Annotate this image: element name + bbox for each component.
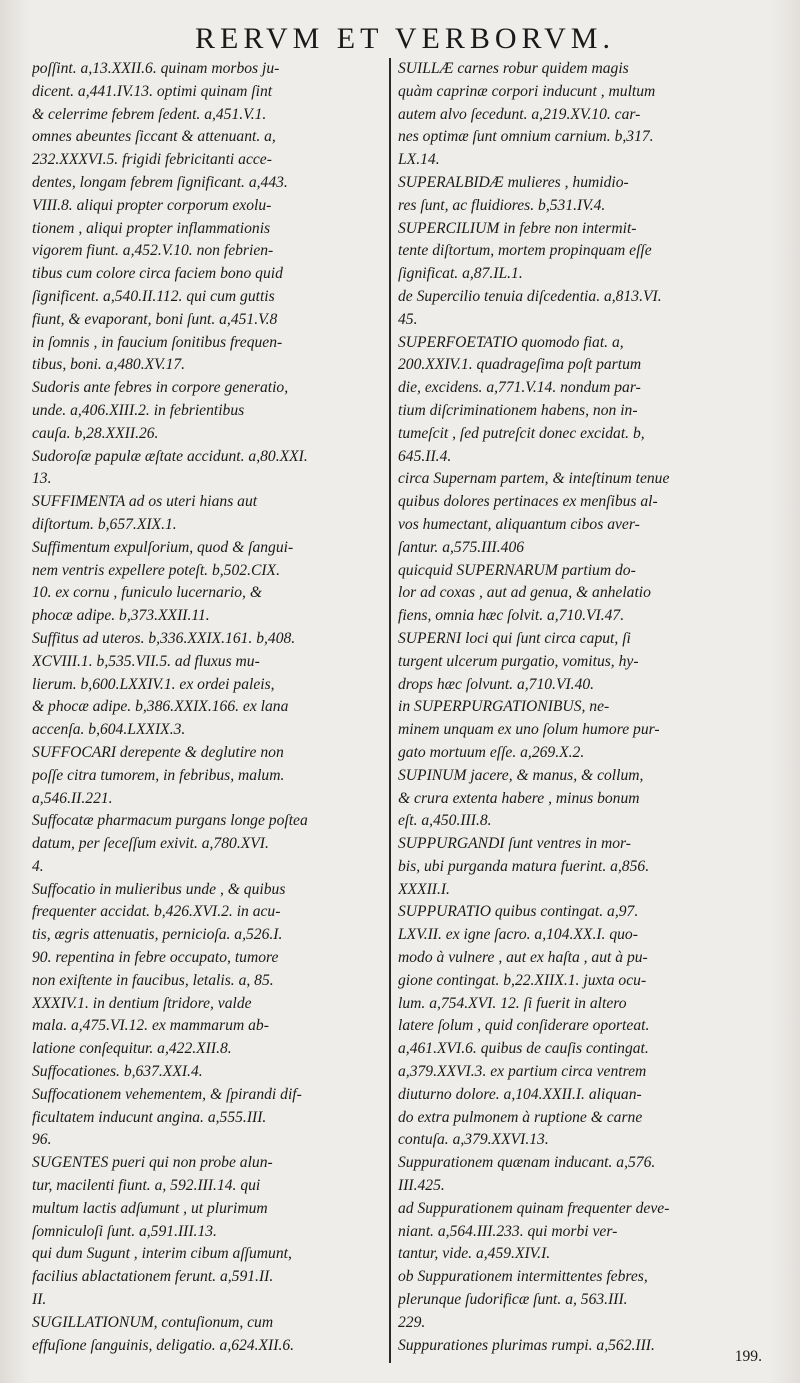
right-column — [398, 58, 770, 1357]
index-line: modo à vulnere , aut ex haſta , aut à pu- — [398, 949, 648, 967]
index-line: plerunque ſudorificæ ſunt. a, 563.III. — [398, 1291, 628, 1309]
index-line: lum. a,754.XVI. 12. ſi fuerit in altero — [398, 994, 627, 1012]
index-line: gato mortuum eſſe. a,269.X.2. — [398, 743, 585, 761]
index-line: drops hæc ſolvunt. a,710.VI.40. — [398, 675, 595, 693]
index-line: LX.14. — [398, 151, 440, 169]
index-line: poſſe citra tumorem, in febribus, malum. — [32, 766, 285, 784]
index-line: SUPERNI loci qui ſunt circa caput, ſi — [398, 629, 631, 647]
index-line: fiens, omnia hæc ſolvit. a,710.VI.47. — [398, 607, 625, 625]
index-line: dicent. a,441.IV.13. optimi quinam ſint — [32, 82, 273, 100]
index-line: res ſunt, ac fluidiores. b,531.IV.4. — [398, 196, 606, 214]
index-line: XXXIV.1. in dentium ſtridore, valde — [32, 994, 252, 1012]
index-line: SUFFOCARI derepente & deglutire non — [32, 743, 284, 761]
index-line: contuſa. a,379.XXVI.13. — [398, 1131, 549, 1149]
index-line: tur, macilenti fiunt. a, 592.III.14. qui — [32, 1177, 261, 1195]
index-line: ſignificat. a,87.IL.1. — [398, 265, 523, 283]
index-line: Suffocatio in mulieribus unde , & quibus — [32, 880, 286, 898]
index-line: XXXII.I. — [398, 880, 450, 898]
index-line: II. — [32, 1291, 47, 1309]
index-line: XCVIII.1. b,535.VII.5. ad fluxus mu- — [32, 652, 260, 670]
index-line: tionem , aliqui propter inflammationis — [32, 219, 271, 237]
index-line: diſtortum. b,657.XIX.1. — [32, 515, 177, 533]
index-line: ſignificent. a,540.II.112. qui cum guttis — [32, 287, 275, 305]
index-line: effuſione ſanguinis, deligatio. a,624.XII.6. — [32, 1336, 295, 1354]
index-line: 4. — [32, 857, 44, 875]
index-line: diuturno dolore. a,104.XXII.I. aliquan- — [398, 1085, 642, 1103]
index-line: frequenter accidat. b,426.XVI.2. in acu- — [32, 903, 281, 921]
index-line: phocæ adipe. b,373.XXII.11. — [32, 607, 210, 625]
index-line: ad Suppurationem quinam frequenter deve- — [398, 1199, 670, 1217]
index-line: 229. — [398, 1313, 426, 1331]
index-line: turgent ulcerum purgatio, vomitus, hy- — [398, 652, 639, 670]
index-line: tente diſtortum, mortem propinquam eſſe — [398, 242, 652, 260]
index-line: gione contingat. b,22.XIIX.1. juxta ocu- — [398, 971, 647, 989]
index-line: tumeſcit , ſed putreſcit donec excidat. b, — [398, 424, 645, 442]
index-line: Suffocatæ pharmacum purgans longe poſtea — [32, 812, 308, 830]
index-line: tantur, vide. a,459.XIV.I. — [398, 1245, 551, 1263]
index-line: fiunt, & evaporant, boni ſunt. a,451.V.8 — [32, 310, 278, 328]
index-line: 45. — [398, 310, 418, 328]
left-column — [32, 58, 392, 1357]
index-line: SUGENTES pueri qui non probe alun- — [32, 1154, 273, 1172]
index-line: Suppurationem quænam inducant. a,576. — [398, 1154, 656, 1172]
index-line: non exiſtente in faucibus, letalis. a, 85. — [32, 971, 274, 989]
index-line: SUGILLATIONUM, contuſionum, cum — [32, 1313, 274, 1331]
index-line: SUPERCILIUM in febre non intermit- — [398, 219, 637, 237]
index-line: 232.XXXVI.5. frigidi febricitanti acce- — [32, 151, 272, 169]
index-line: accenſa. b,604.LXXIX.3. — [32, 721, 186, 739]
index-line: cauſa. b,28.XXII.26. — [32, 424, 159, 442]
index-line: lierum. b,600.LXXIV.1. ex ordei paleis, — [32, 675, 275, 693]
index-line: niant. a,564.III.233. qui morbi ver- — [398, 1222, 618, 1240]
index-line: qui dum Sugunt , interim cibum aſſumunt, — [32, 1245, 292, 1263]
index-line: 10. ex cornu , funiculo lucernario, & — [32, 584, 262, 602]
index-line: latione conſequitur. a,422.XII.8. — [32, 1040, 232, 1058]
index-line: autem alvo ſecedunt. a,219.XV.10. car- — [398, 105, 641, 123]
index-line: 200.XXIV.1. quadrageſima poſt partum — [398, 356, 642, 374]
index-line: ſomniculoſi ſunt. a,591.III.13. — [32, 1222, 217, 1240]
index-line: dentes, longam febrem ſignificant. a,443. — [32, 173, 288, 191]
index-line: SUPPURGANDI ſunt ventres in mor- — [398, 835, 631, 853]
index-line: 13. — [32, 470, 52, 488]
index-line: ficultatem inducunt angina. a,555.III. — [32, 1108, 267, 1126]
index-line: in ſomnis , in faucium ſonitibus frequen- — [32, 333, 283, 351]
index-line: 96. — [32, 1131, 52, 1149]
index-line: nes optimæ ſunt omnium carnium. b,317. — [398, 128, 654, 146]
index-line: tibus cum colore circa faciem bono quid — [32, 265, 283, 283]
index-line: die, excidens. a,771.V.14. nondum par- — [398, 379, 641, 397]
index-line: nem ventris expellere poteſt. b,502.CIX. — [32, 561, 280, 579]
index-line: VIII.8. aliqui propter corporum exolu- — [32, 196, 272, 214]
index-line: vigorem fiunt. a,452.V.10. non febrien- — [32, 242, 274, 260]
index-line: 90. repentina in febre occupato, tumore — [32, 949, 279, 967]
index-line: tis, ægris attenuatis, pernicioſa. a,526.I. — [32, 926, 283, 944]
index-line: ſantur. a,575.III.406 — [398, 538, 525, 556]
index-line: in SUPERPURGATIONIBUS, ne- — [398, 698, 610, 716]
index-line: & celerrime febrem ſedent. a,451.V.1. — [32, 105, 267, 123]
index-line: do extra pulmonem à ruptione & carne — [398, 1108, 643, 1126]
index-line: Suffocationem vehementem, & ſpirandi dif- — [32, 1085, 302, 1103]
index-line: tibus, boni. a,480.XV.17. — [32, 356, 186, 374]
index-line: datum, per ſeceſſum exivit. a,780.XVI. — [32, 835, 269, 853]
index-line: & crura extenta habere , minus bonum — [398, 789, 640, 807]
page-number: 199. — [734, 1348, 762, 1365]
index-line: Sudoris ante febres in corpore generatio, — [32, 379, 289, 397]
index-line: Sudoroſæ papulæ æſtate accidunt. a,80.XXI. — [32, 447, 308, 465]
index-line: Suffocationes. b,637.XXI.4. — [32, 1063, 203, 1081]
index-line: tium diſcriminationem habens, non in- — [398, 401, 638, 419]
index-line: a,546.II.221. — [32, 789, 113, 807]
index-line: SUPINUM jacere, & manus, & collum, — [398, 766, 644, 784]
index-line: quicquid SUPERNARUM partium do- — [398, 561, 636, 579]
index-line: poſſint. a,13.XXII.6. quinam morbos ju- — [32, 60, 280, 77]
index-line: de Supercilio tenuia diſcedentia. a,813.VI. — [398, 287, 662, 305]
index-line: Suppurationes plurimas rumpi. a,562.III. — [398, 1336, 655, 1354]
index-line: SUFFIMENTA ad os uteri hians aut — [32, 493, 258, 511]
running-head: RERVM ET VERBORVM. — [195, 22, 615, 55]
index-line: quàm caprinæ corpori inducunt , multum — [398, 82, 656, 100]
index-line: quibus dolores pertinaces ex menſibus al- — [398, 493, 658, 511]
index-line: III.425. — [398, 1177, 445, 1195]
index-line: SUPERFOETATIO quomodo fiat. a, — [398, 333, 624, 351]
index-line: ob Suppurationem intermittentes febres, — [398, 1268, 648, 1286]
index-line: mala. a,475.VI.12. ex mammarum ab- — [32, 1017, 269, 1035]
index-line: bis, ubi purganda matura fuerint. a,856. — [398, 857, 650, 875]
index-line: 645.II.4. — [398, 447, 452, 465]
index-line: a,379.XXVI.3. ex partium circa ventrem — [398, 1063, 647, 1081]
index-line: multum lactis adſumunt , ut plurimum — [32, 1199, 268, 1217]
index-line: LXV.II. ex igne ſacro. a,104.XX.I. quo- — [398, 926, 638, 944]
index-line: latere ſolum , quid conſiderare oporteat. — [398, 1017, 650, 1035]
index-line: Suffimentum expulſorium, quod & ſangui- — [32, 538, 294, 556]
index-line: minem unquam ex uno ſolum humore pur- — [398, 721, 660, 739]
index-line: SUPERALBIDÆ mulieres , humidio- — [398, 173, 629, 191]
index-line: & phocæ adipe. b,386.XXIX.166. ex lana — [32, 698, 289, 716]
index-line: unde. a,406.XIII.2. in febrientibus — [32, 401, 245, 419]
index-line: omnes abeuntes ſiccant & attenuant. a, — [32, 128, 276, 146]
index-line: a,461.XVI.6. quibus de cauſis contingat. — [398, 1040, 649, 1058]
index-line: Suffitus ad uteros. b,336.XXIX.161. b,408. — [32, 629, 296, 647]
index-line: lor ad coxas , aut ad genua, & anhelatio — [398, 584, 651, 602]
index-line: facilius ablactationem ferunt. a,591.II. — [32, 1268, 274, 1286]
index-line: SUPPURATIO quibus contingat. a,97. — [398, 903, 639, 921]
index-line: SUILLÆ carnes robur quidem magis — [398, 60, 629, 77]
index-line: vos humectant, aliquantum cibos aver- — [398, 515, 640, 533]
index-line: circa Supernam partem, & inteſtinum tenue — [398, 470, 670, 488]
index-line: eſt. a,450.III.8. — [398, 812, 492, 830]
